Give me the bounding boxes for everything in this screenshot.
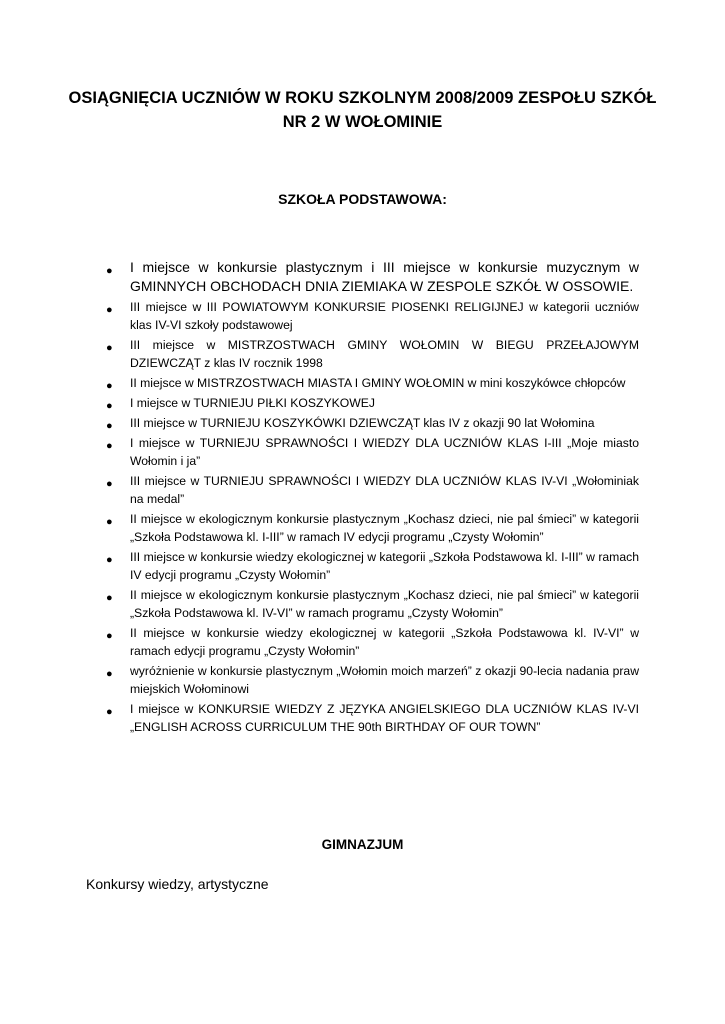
achievements-list (86, 258, 639, 738)
bullet-icon: ● (106, 440, 113, 452)
list-item (86, 258, 639, 296)
list-item-text: I miejsce w TURNIEJU SPRAWNOŚCI I WIEDZY DLA UCZNIÓW KLAS I-III „Moje miasto Wołomin i ja” (130, 436, 639, 468)
list-item (86, 394, 639, 412)
list-item-text: II miejsce w ekologicznym konkursie plastycznym „Kochasz dzieci, nie pal śmieci” w kategorii „Szkoła Podstawowa kl. I-III” w ramach IV edycji programu „Czysty Wołomin” (130, 512, 639, 544)
list-item-text: III miejsce w TURNIEJU KOSZYKÓWKI DZIEWCZĄT klas IV z okazji 90 lat Wołomina (130, 416, 595, 430)
section-title-primary-school: SZKOŁA PODSTAWOWA: (278, 191, 447, 207)
list-item-text: III miejsce w konkursie wiedzy ekologicznej w kategorii „Szkoła Podstawowa kl. I-III” w ramach IV edycji programu „Czysty Wołomin” (130, 550, 639, 582)
bullet-icon: ● (106, 668, 113, 680)
section-paragraph: Konkursy wiedzy, artystyczne (86, 876, 269, 892)
bullet-icon: ● (106, 400, 113, 412)
bullet-icon: ● (106, 554, 113, 566)
document-title: OSIĄGNIĘCIA UCZNIÓW W ROKU SZKOLNYM 2008/2009 ZESPOŁU SZKÓŁ NR 2 W WOŁOMINIE (68, 89, 657, 131)
section-title-gymnasium: GIMNAZJUM (321, 837, 404, 852)
bullet-icon: ● (106, 592, 113, 604)
list-item (86, 548, 639, 584)
list-item-text: I miejsce w KONKURSIE WIEDZY Z JĘZYKA ANGIELSKIEGO DLA UCZNIÓW KLAS IV-VI „ENGLISH ACROSS CURRICULUM THE 90th BIRTHDAY OF OUR TOWN” (130, 702, 639, 734)
list-item (86, 586, 639, 622)
bullet-icon: ● (106, 478, 113, 490)
list-item (86, 472, 639, 508)
list-item (86, 434, 639, 470)
list-item (86, 662, 639, 698)
list-item-text: III miejsce w TURNIEJU SPRAWNOŚCI I WIEDZY DLA UCZNIÓW KLAS IV-VI „Wołominiak na medal” (130, 474, 639, 506)
bullet-icon: ● (106, 516, 113, 528)
list-item-text: II miejsce w MISTRZOSTWACH MIASTA I GMINY WOŁOMIN w mini koszykówce chłopców (130, 376, 626, 390)
list-item-text: II miejsce w konkursie wiedzy ekologicznej w kategorii „Szkoła Podstawowa kl. IV-VI” w ramach edycji programu „Czysty Wołomin” (130, 626, 639, 658)
list-item-text: III miejsce w III POWIATOWYM KONKURSIE PIOSENKI RELIGIJNEJ w kategorii uczniów klas IV-VI szkoły podstawowej (130, 300, 639, 332)
bullet-icon: ● (106, 265, 113, 277)
list-item (86, 624, 639, 660)
bullet-icon: ● (106, 706, 113, 718)
bullet-icon: ● (106, 380, 113, 392)
list-item (86, 374, 639, 392)
bullet-icon: ● (106, 420, 113, 432)
list-item-text: I miejsce w TURNIEJU PIŁKI KOSZYKOWEJ (130, 396, 375, 410)
list-item-text: wyróżnienie w konkursie plastycznym „Wołomin moich marzeń” z okazji 90-lecia nadania praw miejskich Wołominowi (130, 664, 639, 696)
list-item-text: III miejsce w MISTRZOSTWACH GMINY WOŁOMIN W BIEGU PRZEŁAJOWYM DZIEWCZĄT z klas IV rocznik 1998 (130, 338, 639, 370)
bullet-icon: ● (106, 304, 113, 316)
list-item (86, 336, 639, 372)
list-item (86, 414, 639, 432)
list-item (86, 700, 639, 736)
list-item-text: I miejsce w konkursie plastycznym i III miejsce w konkursie muzycznym w GMINNYCH OBCHODACH DNIA ZIEMIAKA W ZESPOLE SZKÓŁ W OSSOWIE. (130, 259, 639, 294)
list-item (86, 510, 639, 546)
list-item-text: II miejsce w ekologicznym konkursie plastycznym „Kochasz dzieci, nie pal śmieci” w kategorii „Szkoła Podstawowa kl. IV-VI” w ramach programu „Czysty Wołomin” (130, 588, 639, 620)
bullet-icon: ● (106, 630, 113, 642)
bullet-icon: ● (106, 342, 113, 354)
list-item (86, 298, 639, 334)
